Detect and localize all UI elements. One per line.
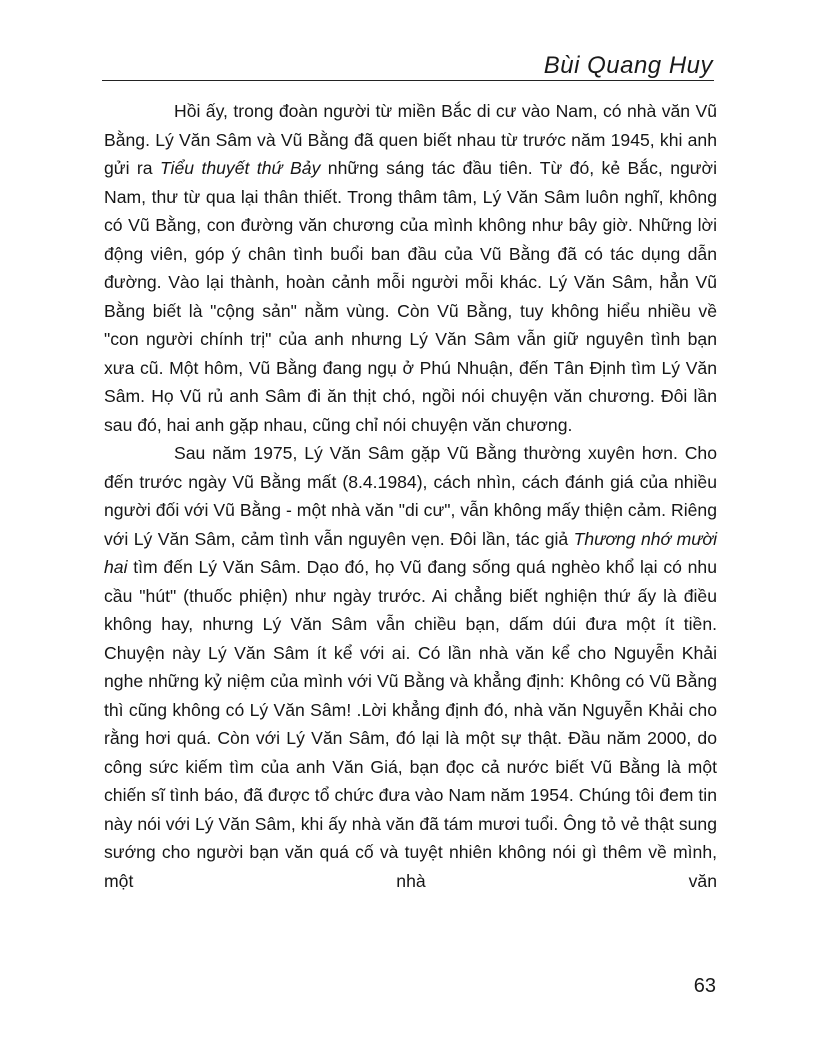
paragraph-1 [104,97,717,439]
running-head-author: Bùi Quang Huy [543,52,713,79]
body-text [104,97,717,895]
paragraph-text: Sau năm 1975, Lý Văn Sâm gặp Vũ Bằng thường xuyên hơn. Cho đến trước ngày Vũ Bằng mất (8.4.1984), cách nhìn, cách đánh giá của nhiều người đối với Vũ Bằng - một nhà văn "di cư", vẫn không mấy thiện cảm. Riêng với Lý Văn Sâm, cảm tình vẫn nguyên vẹn. Đôi lần, tác giả [104,443,717,549]
page-number: 63 [693,975,716,997]
paragraph-text: những sáng tác đầu tiên. Từ đó, kẻ Bắc, người Nam, thư từ qua lại thân thiết. Trong thâm tâm, Lý Văn Sâm luôn nghĩ, không có Vũ Bằng, con đường văn chương của mình không như bây giờ. Những lời động viên, góp ý chân tình buổi ban đầu của Vũ Bằng đã có tác dụng dẫn đường. Vào lại thành, hoàn cảnh mỗi người mỗi khác. Lý Văn Sâm, hẳn Vũ Bằng biết là "cộng sản" nằm vùng. Còn Vũ Bằng, tuy không hiểu nhiều về "con người chính trị" của anh nhưng Lý Văn Sâm vẫn giữ nguyên tình bạn xưa cũ. Một hôm, Vũ Bằng đang ngụ ở Phú Nhuận, đến Tân Định tìm Lý Văn Sâm. Họ Vũ rủ anh Sâm đi ăn thịt chó, ngồi nói chuyện văn chương. Đôi lần sau đó, hai anh gặp nhau, cũng chỉ nói chuyện văn chương. [104,158,717,435]
book-title: Tiểu thuyết thứ Bảy [159,158,321,178]
paragraph-2 [104,439,717,895]
header-rule [102,80,714,81]
book-title: Thương nhớ mười hai [104,528,717,577]
paragraph-text: tìm đến Lý Văn Sâm. Dạo đó, họ Vũ đang sống quá nghèo khổ lại có nhu cầu "hút" (thuốc phiện) như ngày trước. Ai chẳng biết nghiện thứ ấy là điều không hay, nhưng Lý Văn Sâm vẫn chiều bạn, dấm dúi đưa một ít tiền. Chuyện này Lý Văn Sâm ít kể với ai. Có lần nhà văn kể cho Nguyễn Khải nghe những kỷ niệm của mình với Vũ Bằng và khẳng định: Không có Vũ Bằng thì cũng không có Lý Văn Sâm! .Lời khẳng định đó, nhà văn Nguyễn Khải cho rằng hơi quá. Còn với Lý Văn Sâm, đó lại là một sự thật. Đầu năm 2000, do công sức kiếm tìm của anh Văn Giá, bạn đọc cả nước biết Vũ Bằng là một chiến sĩ tình báo, đã được tổ chức đưa vào Nam năm 1954. Chúng tôi đem tin này nói với Lý Văn Sâm, khi ấy nhà văn đã tám mươi tuổi. Ông tỏ vẻ thật sung sướng cho người bạn văn quá cố và tuyệt nhiên không nói gì thêm về mình, một nhà văn [104,557,717,891]
paragraph-text: Hồi ấy, trong đoàn người từ miền Bắc di cư vào Nam, có nhà văn Vũ Bằng. Lý Văn Sâm và Vũ Bằng đã quen biết nhau từ trước năm 1945, khi anh gửi ra [104,101,717,178]
